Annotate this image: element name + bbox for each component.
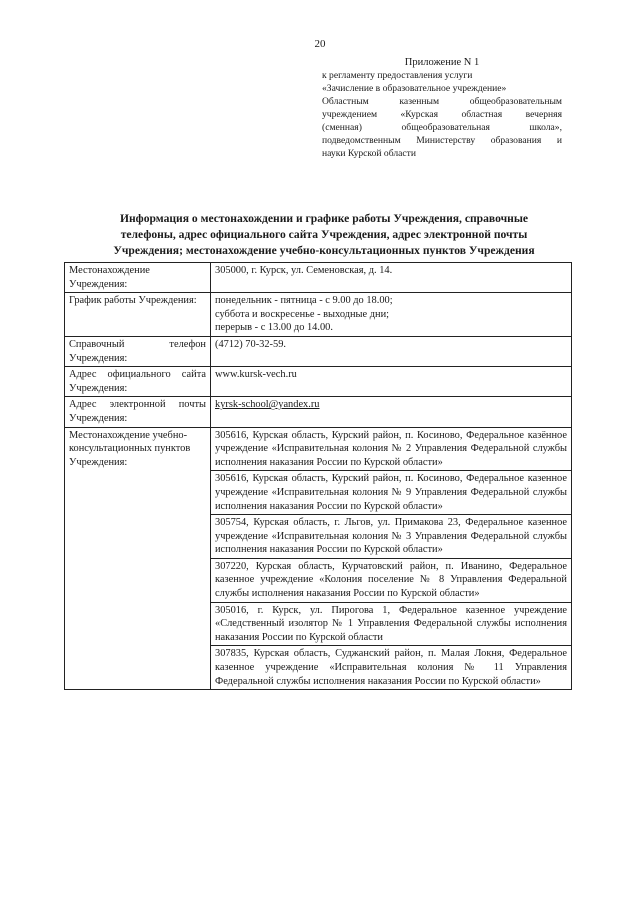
document-heading (76, 211, 572, 259)
appendix-line: к регламенту предоставления услуги (322, 70, 473, 81)
phone-value: (4712) 70-32-59. (211, 336, 572, 366)
appendix-line: «Зачисление в образовательное учреждение» (322, 83, 507, 94)
site-label: Адрес официального сайта Учреждения: (65, 367, 211, 397)
appendix-title: Приложение N 1 (404, 57, 480, 68)
heading-line: Учреждения; местонахождение учебно-консультационных пунктов Учреждения (113, 244, 535, 257)
heading-line: Информация о местонахождении и графике работы Учреждения, справочные (119, 212, 529, 225)
point-item: 307220, Курская область, Курчатовский район, п. Иванино, Федеральное казенное учреждение «Колония поселение № 8 Управления Федеральной службы исполнения наказания России по Курской области» (211, 558, 572, 602)
appendix-line: (сменная) общеобразовательная школа», (322, 122, 562, 133)
points-label: Местонахождение учебно-консультационных пунктов Учреждения: (65, 427, 211, 690)
table-row (65, 367, 572, 397)
schedule-break: перерыв - с 13.00 до 14.00. (215, 322, 333, 334)
point-item: 305016, г. Курск, ул. Пирогова 1, Федеральное казенное учреждение «Следственный изолятор № 1 Управления Федеральной службы исполнения наказания России по Курской области (211, 602, 572, 646)
appendix-block (322, 56, 562, 160)
email-label: Адрес электронной почты Учреждения: (65, 397, 211, 427)
appendix-line: подведомственным Министерству образования и (322, 135, 562, 146)
schedule-value (211, 293, 572, 337)
schedule-weekdays: понедельник - пятница - с 9.00 до 18.00; (215, 295, 393, 307)
location-label: Местонахождение Учреждения: (65, 263, 211, 293)
point-item: 305616, Курская область, Курский район, п. Косиново, Федеральное казённое учреждение «Исправительная колония № 2 Управления Федеральной службы исполнения наказания России по Курской области» (211, 427, 572, 471)
schedule-weekend: суббота и воскресенье - выходные дни; (215, 308, 390, 320)
appendix-line: Областным казенным общеобразовательным (322, 96, 562, 107)
point-item: 307835, Курская область, Суджанский район, п. Малая Локня, Федеральное казенное учреждение «Исправительная колония № 11 Управления Федеральной службы исполнения наказания России по Курской области» (211, 646, 572, 690)
table-row (65, 293, 572, 337)
appendix-line: науки Курской области (322, 148, 416, 159)
heading-line: телефоны, адрес официального сайта Учреждения, адрес электронной почты (120, 228, 528, 241)
table-row (65, 397, 572, 427)
info-table (64, 262, 572, 690)
phone-label: Справочный телефон Учреждения: (65, 336, 211, 366)
page-number: 20 (314, 38, 326, 50)
appendix-line: учреждением «Курская областная вечерняя (322, 109, 562, 120)
table-row (65, 263, 572, 293)
location-value: 305000, г. Курск, ул. Семеновская, д. 14. (211, 263, 572, 293)
point-item: 305616, Курская область, Курский район, п. Косиново, Федеральное казенное учреждение «Исправительная колония № 9 Управления Федеральной службы исполнения наказания России по Курской области» (211, 471, 572, 515)
table-row (65, 336, 572, 366)
site-link[interactable]: www.kursk-vech.ru (211, 367, 572, 397)
table-row (65, 427, 572, 471)
schedule-label: График работы Учреждения: (65, 293, 211, 337)
point-item: 305754, Курская область, г. Льгов, ул. Примакова 23, Федеральное казенное учреждение «Исправительная колония № 3 Управления Федеральной службы исполнения наказания России по Курской области» (211, 515, 572, 559)
email-link[interactable]: kyrsk-school@yandex.ru (211, 397, 572, 427)
